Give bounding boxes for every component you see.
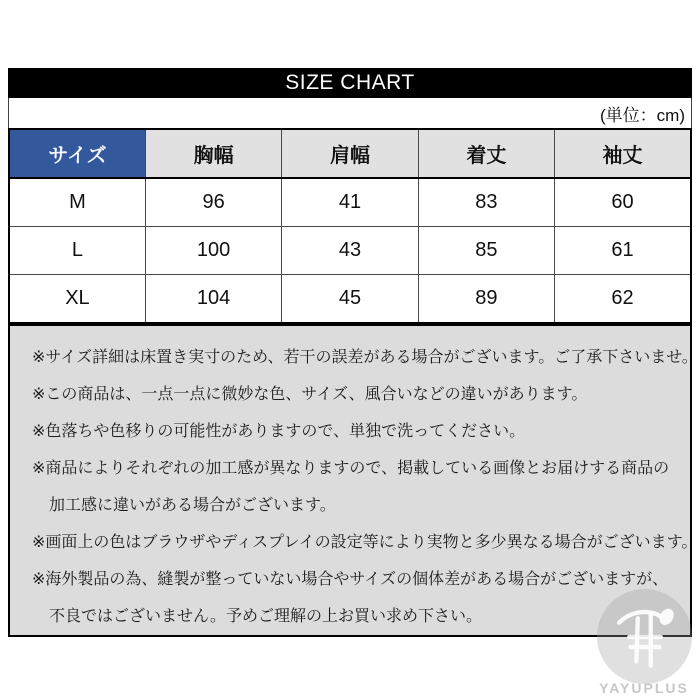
header-cell-length: 着丈	[418, 129, 554, 178]
header-cell-sleeve: 袖丈	[555, 129, 691, 178]
header-row	[9, 129, 691, 178]
brand-logo-watermark	[597, 589, 692, 684]
size-table-header	[9, 129, 691, 178]
cell-length: 85	[418, 227, 554, 275]
header-cell-size: サイズ	[9, 129, 145, 178]
cell-size: M	[9, 178, 145, 227]
brand-logo-icon	[609, 601, 681, 673]
cell-chest: 100	[145, 227, 281, 275]
notes-box	[8, 324, 698, 637]
brand-name-watermark: YAYUPLUS	[599, 680, 689, 696]
note-line: ※商品によりそれぞれの加工感が異なりますので、掲載している画像とお届けする商品の	[32, 460, 670, 477]
note-line-continuation: 加工感に違いがある場合がございます。	[49, 497, 336, 514]
cell-sleeve: 60	[555, 178, 691, 227]
note-line: ※画面上の色はブラウザやディスプレイの設定等により実物と多少異なる場合がございます。	[32, 534, 698, 551]
cell-shoulder: 45	[282, 275, 418, 324]
table-row-xl	[9, 275, 691, 324]
header-cell-chest: 胸幅	[145, 129, 281, 178]
unit-row	[8, 98, 692, 128]
size-table	[8, 128, 692, 324]
cell-chest: 104	[145, 275, 281, 324]
cell-shoulder: 41	[282, 178, 418, 227]
note-line: ※この商品は、一点一点に微妙な色、サイズ、風合いなどの違いがあります。	[32, 386, 588, 403]
note-line-continuation: 不良ではございません。予めご理解の上お買い求め下さい。	[49, 608, 482, 625]
table-row-l	[9, 227, 691, 275]
header-cell-shoulder: 肩幅	[282, 129, 418, 178]
note-line: ※海外製品の為、縫製が整っていない場合やサイズの個体差がある場合がございますが、	[32, 571, 669, 588]
note-line: ※色落ちや色移りの可能性がありますので、単独で洗ってください。	[32, 423, 526, 440]
unit-label: (単位：cm)	[600, 105, 685, 125]
size-chart-title-bar	[8, 68, 692, 98]
table-row-m	[9, 178, 691, 227]
cell-size: XL	[9, 275, 145, 324]
cell-length: 89	[418, 275, 554, 324]
cell-sleeve: 62	[555, 275, 691, 324]
cell-shoulder: 43	[282, 227, 418, 275]
cell-size: L	[9, 227, 145, 275]
cell-chest: 96	[145, 178, 281, 227]
note-line: ※サイズ詳細は床置き実寸のため、若干の誤差がある場合がございます。ご了承下さいませ。	[32, 349, 698, 366]
size-table-body	[9, 178, 691, 323]
page-title: SIZE CHART	[285, 71, 415, 94]
size-chart-panel	[8, 68, 698, 637]
cell-length: 83	[418, 178, 554, 227]
cell-sleeve: 61	[555, 227, 691, 275]
